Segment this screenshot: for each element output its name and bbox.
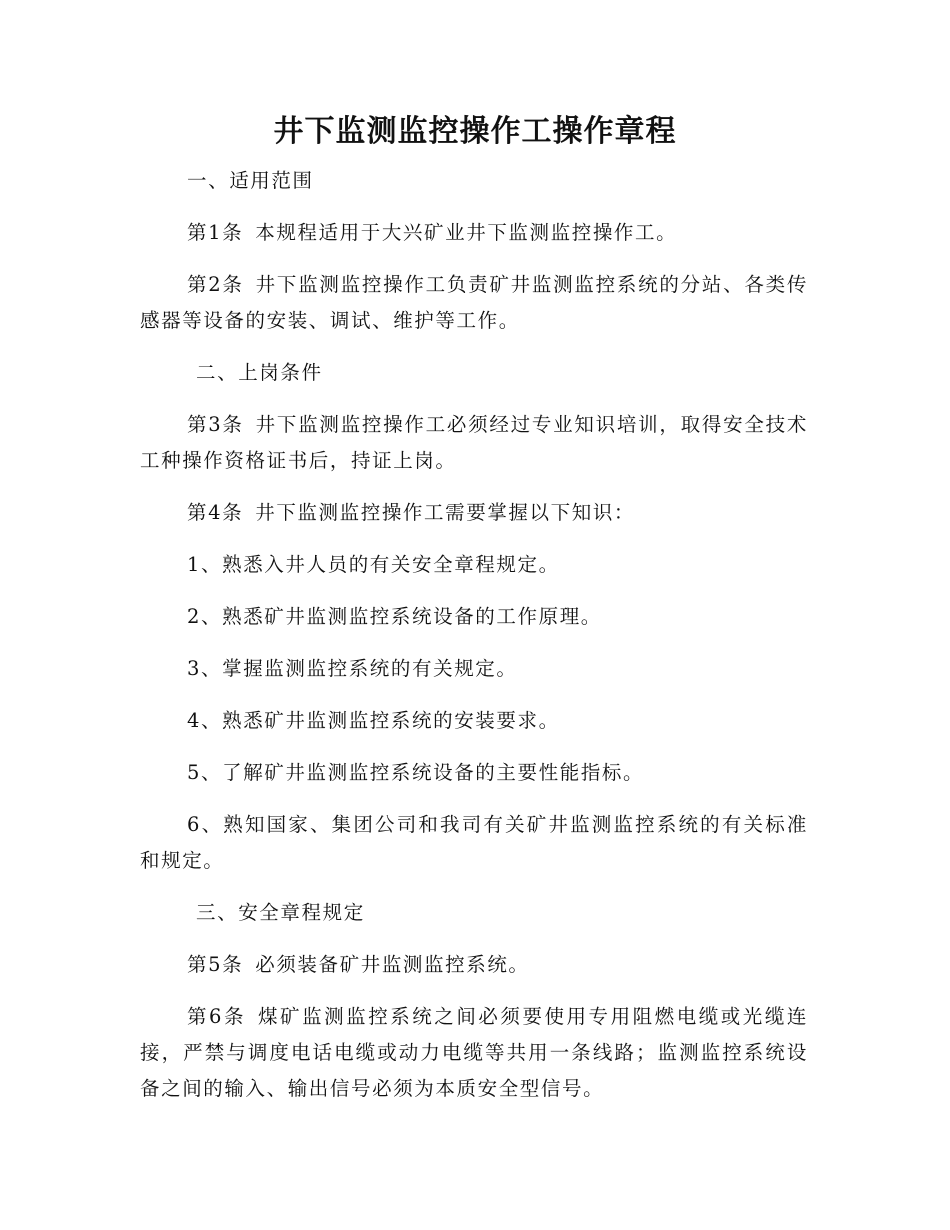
document-title: 井下监测监控操作工操作章程 (273, 114, 677, 149)
list-item: 1、熟悉入井人员的有关安全章程规定。 (187, 553, 560, 576)
list-item: 3、掌握监测监控系统的有关规定。 (187, 657, 518, 680)
article-paragraph: 第5条 必须装备矿井监测监控系统。 (187, 953, 530, 976)
section-heading: 二、上岗条件 (196, 361, 323, 384)
article-number: 第5条 (187, 953, 244, 976)
article-number: 第3条 (187, 413, 244, 436)
list-item: 5、了解矿井监测监控系统设备的主要性能指标。 (187, 761, 645, 784)
article-paragraph: 第6条 煤矿监测监控系统之间必须要使用专用阻燃电缆或光缆连接，严禁与调度电话电缆或动力电缆等共用一条线路；监测监控系统设备之间的输入、输出信号必须为本质安全型信号。 (140, 1005, 808, 1100)
article-paragraph: 第1条 本规程适用于大兴矿业井下监测监控操作工。 (187, 221, 678, 244)
article-number: 第6条 (187, 1005, 247, 1028)
article-paragraph: 第3条 井下监测监控操作工必须经过专业知识培训，取得安全技术工种操作资格证书后，持证上岗。 (140, 413, 808, 472)
list-item: 4、熟悉矿井监测监控系统的安装要求。 (187, 709, 560, 732)
article-paragraph: 第4条 井下监测监控操作工需要掌握以下知识： (187, 501, 636, 524)
section-heading: 三、安全章程规定 (196, 901, 365, 924)
article-paragraph: 第2条 井下监测监控操作工负责矿井监测监控系统的分站、各类传感器等设备的安装、调试、维护等工作。 (140, 273, 808, 332)
list-item: 2、熟悉矿井监测监控系统设备的工作原理。 (187, 605, 602, 628)
article-number: 第4条 (187, 501, 244, 524)
article-number: 第1条 (187, 221, 244, 244)
article-number: 第2条 (187, 273, 244, 296)
list-item: 6、熟知国家、集团公司和我司有关矿井监测监控系统的有关标准和规定。 (140, 813, 808, 872)
document-body (140, 163, 808, 1123)
section-heading: 一、适用范围 (187, 169, 314, 192)
